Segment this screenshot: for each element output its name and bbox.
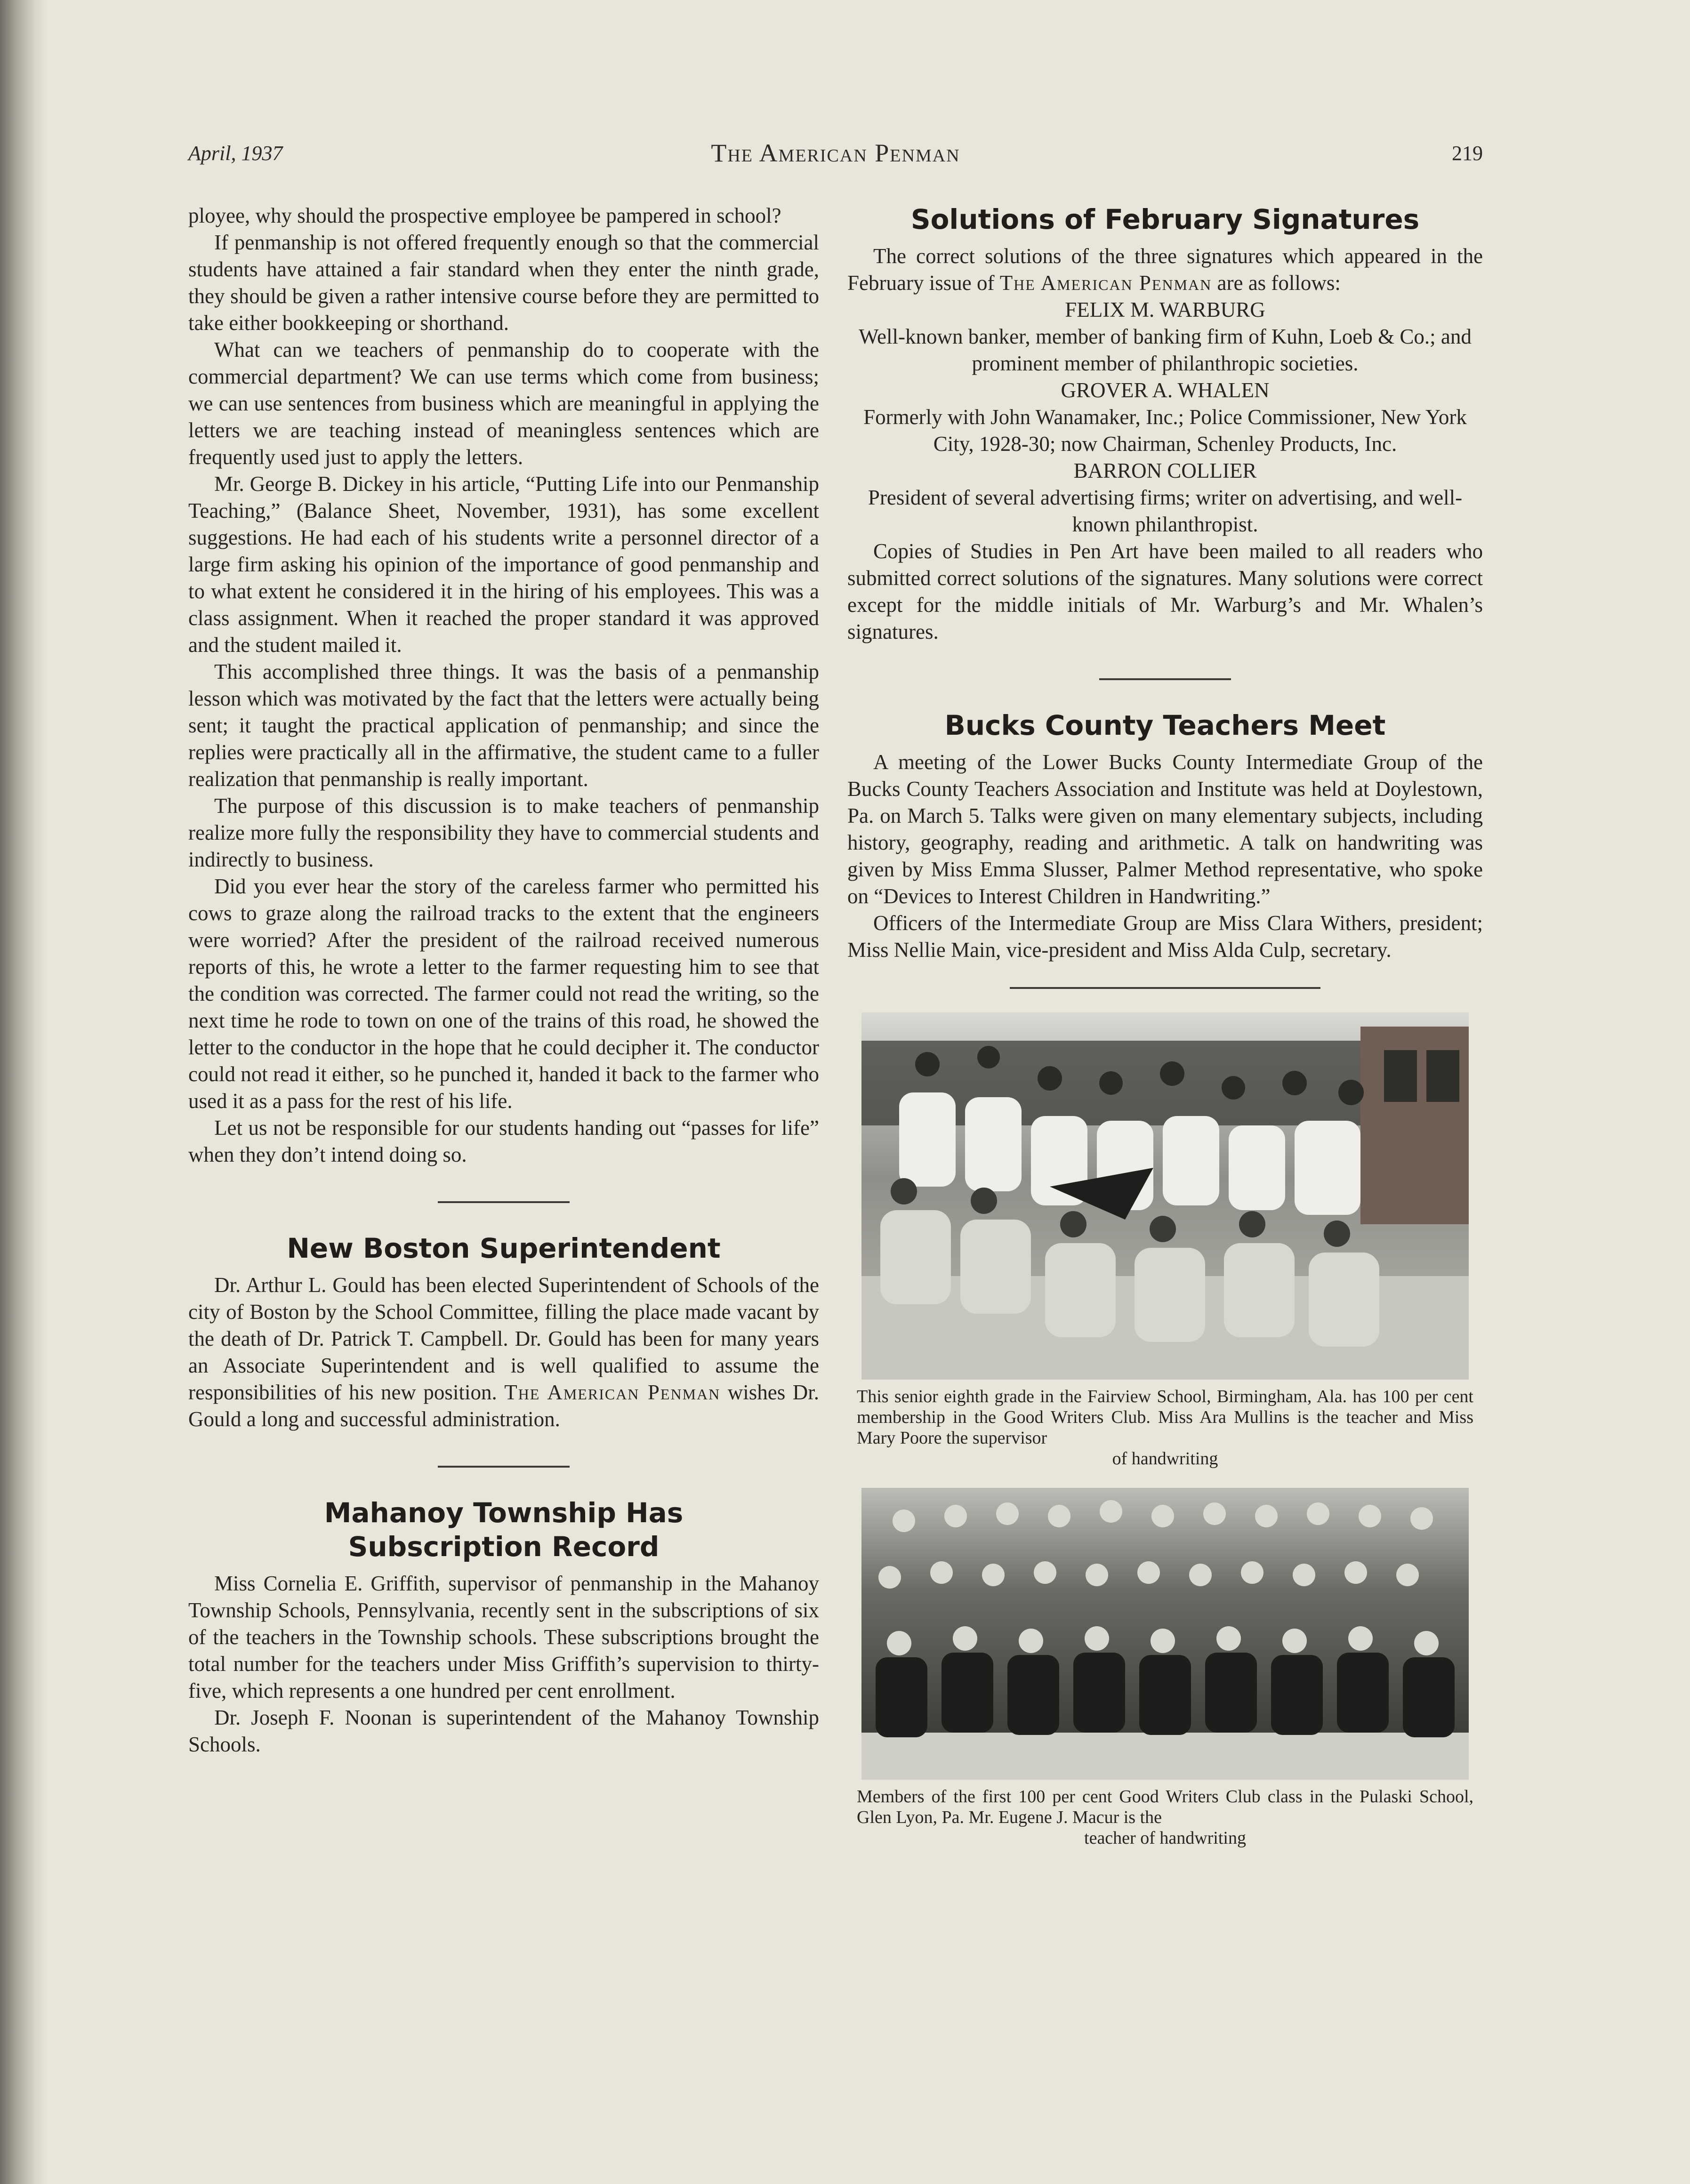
pulaski-photo-caption [857,1786,1473,1848]
signature-name: GROVER A. WHALEN [1061,378,1270,402]
signatures-closing: Copies of Studies in Pen Art have been mailed to all readers who submitted correct solutions of the signatures. Many solutions were correct except for the middle initials of Mr. Warburg’s and Mr. Whalen’s signatures. [847,539,1483,643]
section-divider [1099,678,1231,680]
article-paragraph: Did you ever hear the story of the careless farmer who permitted his cows to graze along the railroad tracks to the extent that the engineers were worried? After the president of the railroad received numerous reports of this, he wrote a letter to the farmer requesting him to see that the condition was corrected. The farmer could not read the writing, so the next time he rode to town on one of the trains of this road, he showed the letter to the conductor in the hope that he could decipher it. The conductor could not read it either, so he punched it, handed it back to the farmer who used it as a pass for the rest of his life. [188,875,819,1113]
pulaski-caption-text: Members of the first 100 per cent Good Writers Club class in the Pulaski School, Glen Lyon, Pa. Mr. Eugene J. Macur is the [857,1787,1473,1827]
boston-text-before: Dr. Arthur L. Gould has been elected Superintendent of Schools of the city of Boston by the School Committee, filling the place made vacant by the death of Dr. Patrick T. Campbell. Dr. Gould has been for many years an Associate Superintendent and is well qualified to assume the responsibilities of his new position. [188,1273,819,1404]
boston-text-after: wishes Dr. Gould a long and successful administration. [188,1381,820,1431]
article-paragraph: Let us not be responsible for our students handing out “passes for life” when they don’t intend doing so. [188,1116,819,1166]
boston-heading: New Boston Superintendent [287,1232,721,1264]
section-divider [1010,987,1320,989]
mahanoy-paragraph: Dr. Joseph F. Noonan is superintendent of the Mahanoy Township Schools. [188,1706,819,1756]
fairview-photo-caption [857,1386,1473,1469]
fairview-class-photo-image [861,1012,1469,1380]
signature-description: Well-known banker, member of banking firm of Kuhn, Loeb & Co.; and prominent member of philanthropic societies. [859,325,1472,375]
fairview-caption-last-line: of handwriting [1112,1449,1218,1469]
boston-paragraph [188,1272,819,1433]
article-paragraph: What can we teachers of penmanship do to cooperate with the commercial department? We can use terms which come from business; we can use sentences from business which are meaningful in applying the letters we are teaching instead of meaningless sentences which are frequently used just to apply the letters. [188,338,819,469]
right-column [847,202,1483,1848]
article-paragraph: This accomplished three things. It was the basis of a penmanship lesson which was motivated by the fact that the letters were actually being sent; it taught the practical application of penmanship; and since the replies were practically all in the affirmative, the student came to a fuller realization that penmanship is really important. [188,660,819,791]
pulaski-caption-last-line: teacher of handwriting [1084,1828,1246,1848]
fairview-caption-text: This senior eighth grade in the Fairview School, Birmingham, Ala. has 100 per cent membership in the Good Writers Club. Miss Ara Mullins is the teacher and Miss Mary Poore the supervisor [857,1387,1473,1448]
book-spine-shadow [0,0,47,2184]
signature-name: BARRON COLLIER [1073,459,1257,482]
bucks-paragraph: Officers of the Intermediate Group are Miss Clara Withers, president; Miss Nellie Main, vice-president and Miss Alda Culp, secretary. [847,911,1483,962]
magazine-title: The American Penman [711,139,960,167]
boston-magazine-name: The American Penman [504,1381,721,1404]
bucks-paragraph: A meeting of the Lower Bucks County Intermediate Group of the Bucks County Teachers Association and Institute was held at Doylestown, Pa. on March 5. Talks were given on many elementary subjects, including history, geography, reading and arithmetic. A talk on handwriting was given by Miss Emma Slusser, Palmer Method representative, who spoke on “Devices to Interest Children in Handwriting.” [847,750,1483,908]
signatures-intro-after: are as follows: [1217,271,1341,295]
signature-name: FELIX M. WARBURG [1065,298,1265,321]
mahanoy-heading-line2: Subscription Record [348,1531,660,1563]
mahanoy-heading-line1: Mahanoy Township Has [324,1497,684,1529]
article-paragraph: If penmanship is not offered frequently enough so that the commercial students have attained a fair standard when they enter the ninth grade, they should be given a rather intensive course before they are permitted to take either bookkeeping or shorthand. [188,231,819,335]
running-head [188,141,1483,179]
bucks-heading: Bucks County Teachers Meet [944,709,1386,741]
signature-solutions [847,297,1483,538]
section-divider [438,1201,570,1203]
page-number: 219 [1452,142,1483,165]
signatures-heading: Solutions of February Signatures [910,203,1420,235]
signature-description: President of several advertising firms; writer on advertising, and well-known philanthropist. [868,486,1463,536]
article-paragraph: The purpose of this discussion is to make teachers of penmanship realize more fully the responsibility they have to commercial students and indirectly to business. [188,794,819,871]
section-divider [438,1466,570,1468]
mahanoy-heading [188,1496,819,1564]
fairview-class-photo [861,1012,1469,1380]
left-column [188,202,819,1758]
mahanoy-paragraph: Miss Cornelia E. Griffith, supervisor of penmanship in the Mahanoy Township Schools, Pennsylvania, recently sent in the subscriptions of six of the teachers in the Township schools. These subscriptions brought the total number for the teachers under Miss Griffith’s supervision to thirty-five, which represents a one hundred per cent enrollment. [188,1572,819,1702]
signatures-magazine-name: The American Penman [999,271,1212,295]
article-paragraph: ployee, why should the prospective employee be pampered in school? [188,204,781,227]
issue-date: April, 1937 [188,142,283,165]
signatures-intro-before: The correct solutions of the three signatures which appeared in the February issue of [847,244,1483,295]
pulaski-class-photo-image [861,1488,1469,1780]
signature-description: Formerly with John Wanamaker, Inc.; Police Commissioner, New York City, 1928-30; now Chairman, Schenley Products, Inc. [863,405,1467,456]
signatures-intro [847,243,1483,297]
pulaski-class-photo [861,1488,1469,1780]
article-paragraph: Mr. George B. Dickey in his article, “Putting Life into our Penmanship Teaching,” (Balance Sheet, November, 1931), has some excellent suggestions. He had each of his students write a personnel director of a large firm asking his opinion of the importance of good penmanship and to what extent he considered it in the hiring of his employees. This was a class assignment. When it reached the proper standard it was approved and the student mailed it. [188,472,819,657]
